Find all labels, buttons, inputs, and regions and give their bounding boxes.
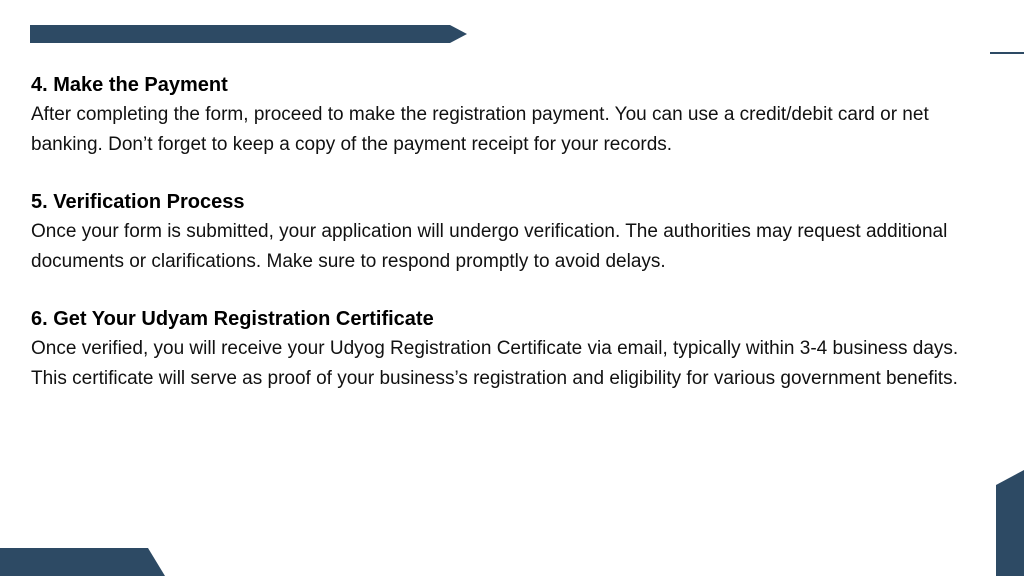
section-make-payment — [31, 71, 991, 159]
bottom-right-corner-decoration — [996, 470, 1024, 576]
section-heading: 4. Make the Payment — [31, 74, 228, 96]
right-edge-line-decoration — [990, 52, 1024, 54]
bottom-left-corner-decoration — [0, 548, 165, 576]
top-arrow-banner-decoration — [30, 25, 468, 43]
section-verification-process — [31, 188, 991, 276]
section-body: Once your form is submitted, your application will undergo verification. The authorities may request additional documents or clarifications. Make sure to respond promptly to avoid delays. — [31, 221, 948, 272]
section-heading: 5. Verification Process — [31, 191, 245, 213]
section-body: After completing the form, proceed to make the registration payment. You can use a credit/debit card or net banking. Don’t forget to keep a copy of the payment receipt for your records. — [31, 104, 929, 155]
section-heading: 6. Get Your Udyam Registration Certificate — [31, 308, 434, 330]
section-get-certificate — [31, 305, 991, 393]
document-content — [31, 71, 991, 422]
section-body: Once verified, you will receive your Udyog Registration Certificate via email, typically within 3-4 business days. This certificate will serve as proof of your business’s registration and eligibility for various government benefits. — [31, 338, 959, 389]
